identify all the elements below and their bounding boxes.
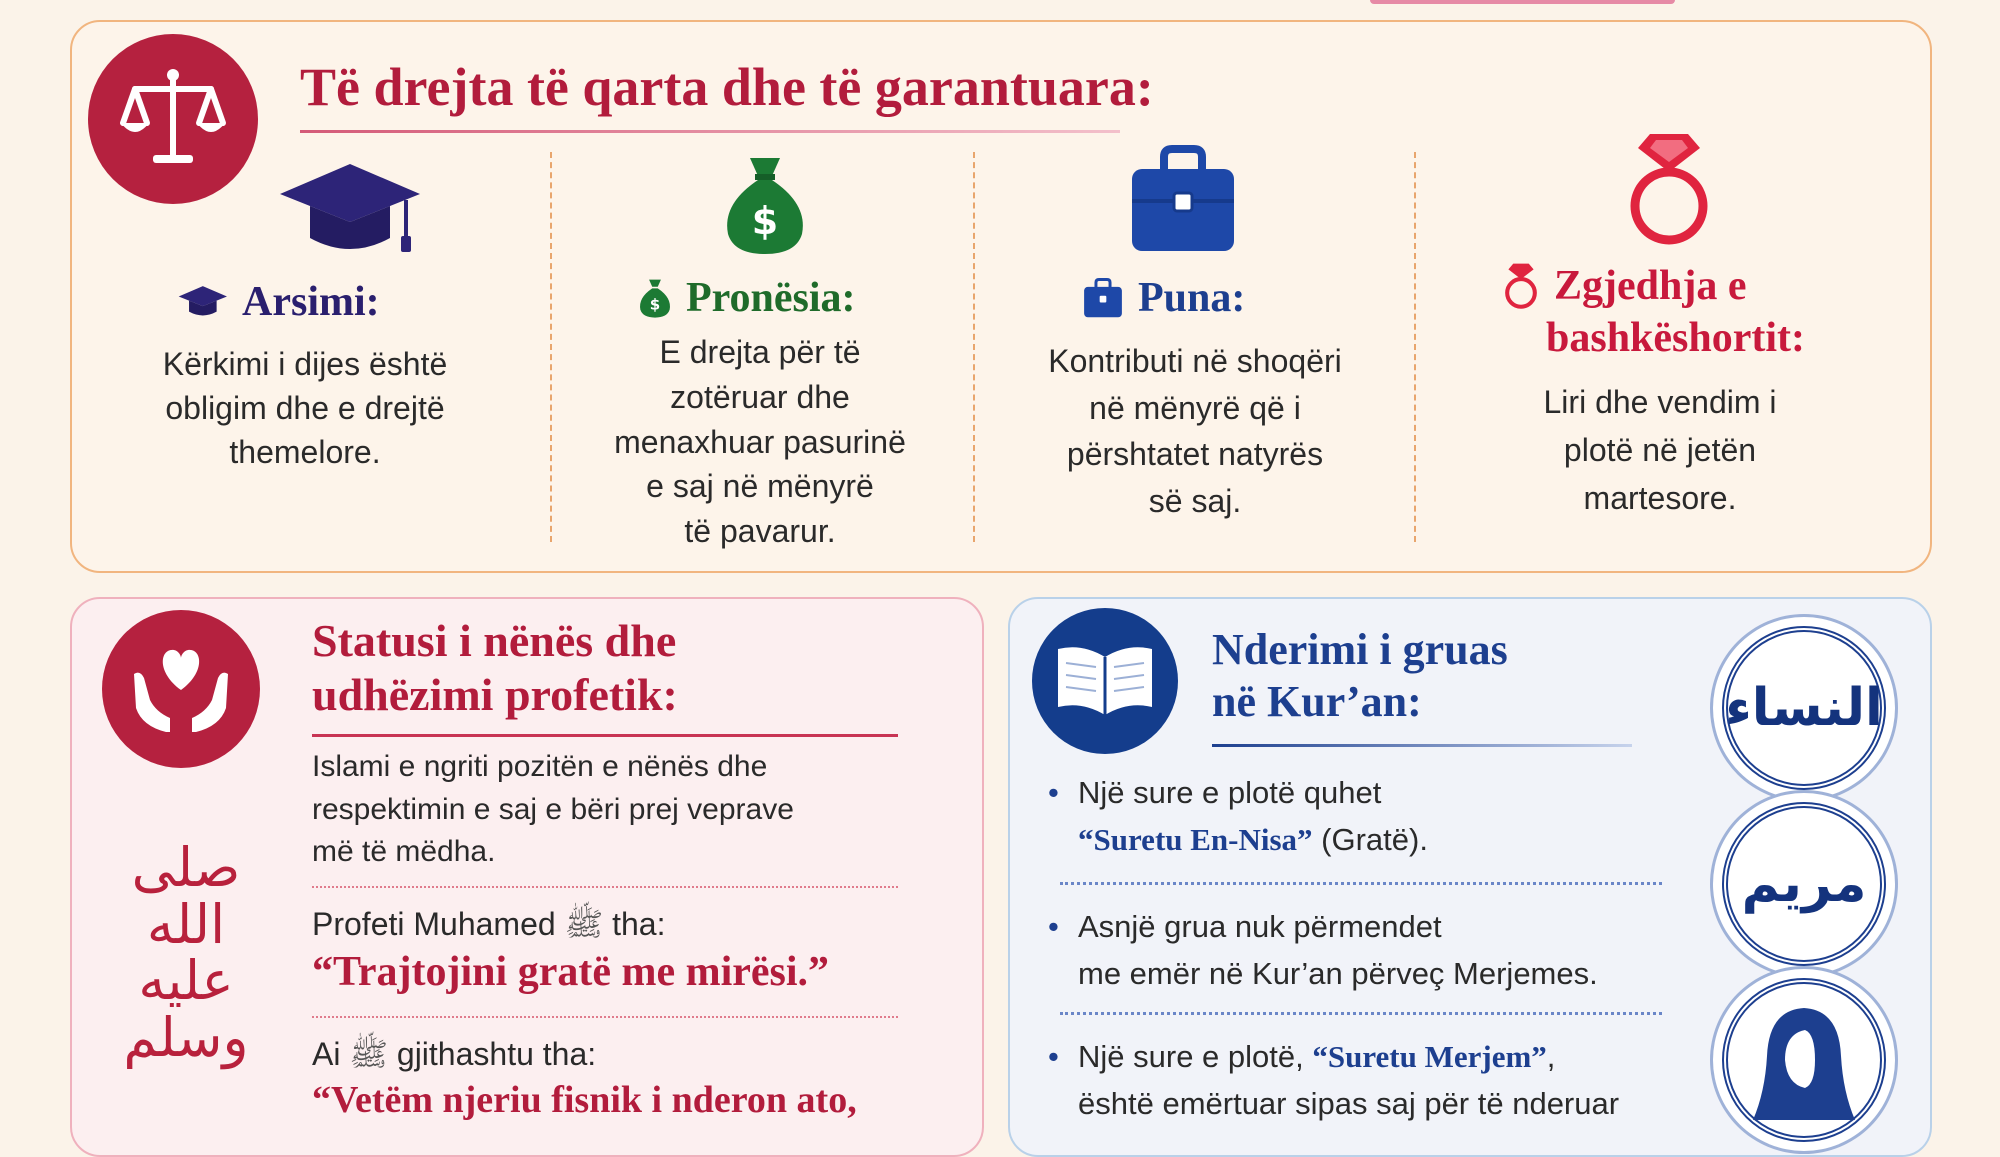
spouse-text (1470, 378, 1850, 522)
text-line: është emërtuar sipas saj për të nderuar (1078, 1085, 1620, 1121)
medallion-maryam: مريم (1722, 802, 1886, 966)
text-line: menaxhuar pasurinë (614, 423, 906, 460)
text-line: Liri dhe vendim i (1543, 384, 1777, 420)
svg-text:$: $ (649, 295, 661, 314)
title-line: Nderimi i gruas (1212, 625, 1508, 674)
money-bag-small-icon (638, 276, 672, 320)
education-title-row (178, 278, 380, 326)
text-line (1078, 1034, 1698, 1081)
saying2-prefix: Ai (312, 1036, 341, 1072)
heart-hands-badge (102, 610, 260, 768)
medallion-woman (1722, 978, 1886, 1142)
education-title: Arsimi: (242, 279, 380, 325)
text-fragment: (Gratë). (1312, 821, 1428, 857)
quran-bullet-1 (1078, 770, 1678, 863)
text-line: respektimin e saj e bëri prej veprave (312, 792, 794, 826)
mother-title (312, 614, 678, 723)
mother-intro (312, 746, 912, 874)
quran-bullet-2 (1078, 904, 1678, 997)
text-line: Islami e ngriti pozitën e nënës dhe (312, 750, 768, 783)
medallion-nisa: النساء (1722, 626, 1886, 790)
saying1-prefix: Profeti Muhamed (312, 906, 556, 942)
text-line: obligim dhe e drejtë (165, 390, 445, 427)
saying1-intro (312, 902, 665, 947)
text-line: më të mëdha. (312, 835, 496, 869)
title-line: udhëzimi profetik: (312, 669, 678, 721)
column-divider (973, 152, 975, 542)
text-line: Kërkimi i dijes është (162, 346, 448, 382)
text-line: në mënyrë që i (1089, 389, 1301, 426)
dotted-separator (312, 1016, 898, 1018)
honorific-glyph: ﷺ (349, 1035, 388, 1073)
svg-text:$: $ (751, 199, 779, 243)
dotted-separator (1060, 1012, 1662, 1015)
text-line: • Një sure e plotë quhet (1078, 775, 1382, 810)
dotted-separator (1060, 882, 1662, 885)
open-book-icon (1052, 641, 1158, 721)
text-fragment: , (1546, 1039, 1556, 1074)
education-text (120, 342, 490, 474)
briefcase-icon (1130, 145, 1236, 253)
graduation-cap-icon (278, 160, 423, 260)
top-decorative-strip (1370, 0, 1675, 4)
quran-title (1212, 624, 1508, 728)
mother-title-underline (312, 734, 898, 737)
rights-title-underline (300, 130, 1120, 133)
heart-hands-icon (126, 634, 236, 744)
money-bag-icon (722, 152, 808, 257)
saying1-suffix: tha: (612, 906, 666, 942)
text-line: me emër në Kur’an përveç Merjemes. (1078, 955, 1598, 991)
text-line: plotë në jetën (1563, 432, 1757, 468)
surah-nisa-highlight: “Suretu En-Nisa” (1078, 821, 1313, 857)
text-line (1078, 817, 1678, 864)
spouse-title-line1-row (1502, 262, 1747, 310)
ring-small-icon (1502, 262, 1540, 310)
dotted-separator (312, 886, 898, 888)
text-line: E drejta për të (659, 334, 861, 370)
text-line: • Asnjë grua nuk përmendet (1078, 909, 1442, 944)
text-line: Kontributi në shoqëri (1048, 343, 1342, 379)
spouse-title-line2: bashkëshortit: (1546, 315, 1806, 361)
work-title: Puna: (1138, 275, 1246, 321)
rights-title: Të drejta të qarta dhe të garantuara: (300, 57, 1154, 117)
text-line: së saj. (1148, 483, 1242, 520)
honorific-glyph: ﷺ (564, 905, 604, 943)
quote2: “Vetëm njeriu fisnik i nderon ato, (312, 1079, 857, 1121)
surah-maryam-highlight: “Suretu Merjem” (1312, 1039, 1547, 1074)
title-line: në Kur’an: (1212, 676, 1422, 726)
briefcase-small-icon (1082, 278, 1124, 318)
saying2-suffix: gjithashtu tha: (396, 1036, 597, 1072)
scales-icon (113, 59, 233, 179)
text-line: themelore. (229, 434, 381, 471)
column-divider (1414, 152, 1416, 542)
spouse-title-line1: Zgjedhja e (1554, 263, 1747, 309)
work-title-row (1082, 274, 1245, 322)
quote1: “Trajtojini gratë me mirësi.” (312, 949, 830, 995)
open-book-badge (1032, 608, 1178, 754)
text-fragment: Një sure e plotë, (1078, 1039, 1313, 1074)
text-line: e saj në mënyrë (646, 468, 874, 505)
title-line: Statusi i nënës dhe (312, 615, 677, 666)
text-line: martesore. (1583, 480, 1737, 516)
text-line: përshtatet natyrës (1066, 436, 1324, 473)
text-line: zotëruar dhe (670, 378, 850, 415)
column-divider (550, 152, 552, 542)
property-title: Pronësia: (686, 275, 856, 321)
work-text (1000, 338, 1390, 525)
property-title-row (638, 274, 856, 322)
property-text (575, 330, 945, 554)
graduation-cap-small-icon (178, 283, 228, 321)
saying2-intro (312, 1032, 596, 1077)
quran-title-underline (1212, 744, 1632, 747)
text-line: të pavarur. (684, 513, 836, 550)
calligraphy-salawat: صلى الله عليه وسلم (123, 836, 249, 1070)
scales-badge (88, 34, 258, 204)
veiled-woman-icon (1749, 1000, 1859, 1120)
quran-bullet-3 (1078, 1034, 1698, 1127)
ring-icon (1626, 130, 1712, 248)
